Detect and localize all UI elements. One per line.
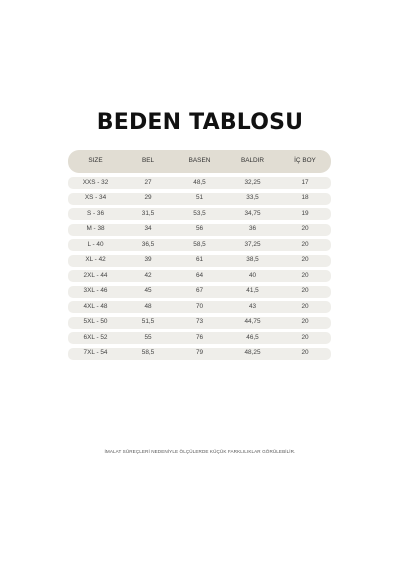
table-cell: 20 — [301, 318, 309, 326]
table-cell: 18 — [301, 194, 309, 202]
table-cell: 40 — [248, 271, 257, 279]
table-row — [68, 332, 331, 344]
table-cell: 58,5 — [141, 349, 155, 357]
table-cell: 17 — [301, 178, 309, 186]
table-row — [68, 317, 331, 329]
table-cell: S - 36 — [86, 209, 105, 217]
table-cell: 34 — [144, 225, 152, 233]
table-cell: M - 38 — [86, 225, 105, 233]
table-cell: 48,25 — [244, 349, 261, 357]
header-ic-boy: İÇ BOY — [294, 157, 316, 165]
table-row — [68, 177, 331, 189]
header-baldir: BALDIR — [240, 157, 265, 165]
table-cell: 20 — [301, 302, 309, 310]
table-cell: 56 — [195, 225, 204, 233]
header-size: SIZE — [88, 157, 103, 165]
table-cell: 20 — [301, 271, 309, 279]
table-cell: 76 — [195, 333, 204, 341]
table-cell: 2XL - 44 — [83, 271, 108, 279]
table-cell: 20 — [301, 256, 309, 264]
table-cell: L - 40 — [87, 240, 104, 248]
table-cell: 6XL - 52 — [83, 333, 108, 341]
table-cell: 45 — [144, 287, 152, 295]
table-row — [68, 193, 331, 205]
table-cell: 79 — [195, 349, 204, 357]
table-cell: 73 — [195, 318, 204, 326]
table-cell: 19 — [301, 209, 309, 217]
table-cell: 64 — [195, 271, 204, 279]
table-cell: XXS - 32 — [82, 178, 109, 186]
table-cell: 37,25 — [244, 240, 261, 248]
table-cell: 58,5 — [193, 240, 206, 248]
table-cell: 39 — [144, 256, 152, 264]
table-cell: 27 — [144, 178, 152, 186]
table-cell: 36,5 — [141, 240, 155, 248]
table-cell: 46,5 — [246, 333, 259, 341]
table-cell: 48,5 — [193, 178, 206, 186]
table-row — [68, 255, 331, 267]
table-cell: 31,5 — [141, 209, 155, 217]
table-cell: 53,5 — [193, 209, 206, 217]
header-bel: BEL — [141, 157, 155, 165]
table-row — [68, 208, 331, 220]
table-cell: 42 — [144, 271, 152, 279]
size-table — [68, 150, 331, 363]
table-cell: 51 — [195, 194, 204, 202]
table-cell: 20 — [301, 349, 309, 357]
table-cell: 38,5 — [246, 256, 259, 264]
table-cell: 67 — [195, 287, 204, 295]
table-cell: 61 — [195, 256, 204, 264]
table-cell: 70 — [195, 302, 204, 310]
table-cell: 7XL - 54 — [83, 349, 108, 357]
table-cell: 3XL - 46 — [83, 287, 108, 295]
table-row — [68, 224, 331, 236]
footnote: İMALAT SÜREÇLERİ NEDENİYLE ÖLÇÜLERDE KÜÇÜK FARKLILIKLAR GÖRÜLEBİLİR. — [104, 449, 296, 454]
table-cell: 36 — [248, 225, 257, 233]
table-row — [68, 301, 331, 313]
table-cell: 32,25 — [244, 178, 261, 186]
table-cell: 29 — [144, 194, 152, 202]
table-cell: 43 — [248, 302, 257, 310]
table-row — [68, 239, 331, 251]
table-cell: XS - 34 — [84, 194, 107, 202]
table-cell: 33,5 — [246, 194, 259, 202]
table-cell: XL - 42 — [85, 256, 106, 264]
header-basen: BASEN — [188, 157, 211, 165]
table-cell: 44,75 — [244, 318, 261, 326]
table-cell: 51,5 — [141, 318, 155, 326]
table-body — [68, 177, 331, 360]
table-cell: 20 — [301, 225, 309, 233]
table-cell: 20 — [301, 287, 309, 295]
table-cell: 4XL - 48 — [83, 302, 108, 310]
table-cell: 41,5 — [246, 287, 259, 295]
table-row — [68, 348, 331, 360]
table-header — [68, 150, 331, 173]
table-cell: 20 — [301, 240, 309, 248]
table-cell: 5XL - 50 — [83, 318, 108, 326]
table-row — [68, 286, 331, 298]
table-cell: 34,75 — [244, 209, 261, 217]
table-cell: 55 — [144, 333, 152, 341]
table-row — [68, 270, 331, 282]
table-cell: 20 — [301, 333, 309, 341]
page-title: BEDEN TABLOSU — [96, 110, 304, 135]
table-cell: 48 — [144, 302, 152, 310]
